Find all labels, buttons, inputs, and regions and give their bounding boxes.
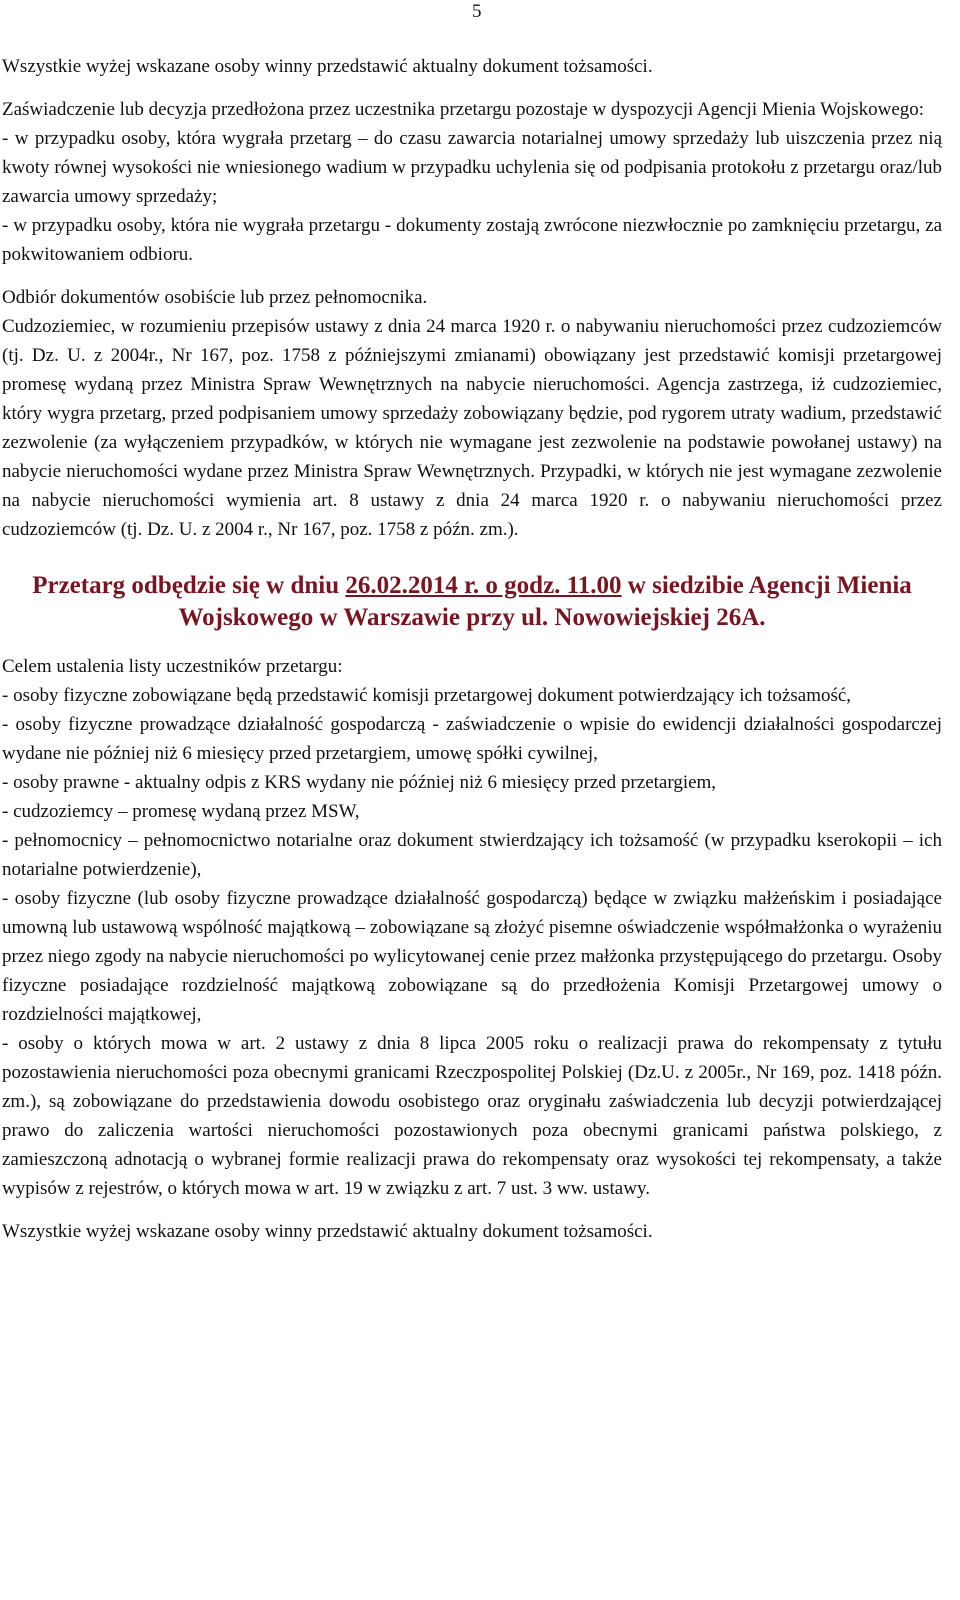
list-item: - osoby fizyczne (lub osoby fizyczne prowadzące działalność gospodarczą) będące w związku małżeńskim i posiadające umowną lub ustawową wspólność majątkową – zobowiązane są złożyć pisemne oświadczenie współmałżonka o wyrażeniu przez niego zgody na nabycie nieruchomości po wylicytowanej cenie przez małżonka przystępującego do przetargu. Osoby fizyczne posiadające rozdzielność majątkową zobowiązane są do przedłożenia Komisji Przetargowej umowy o rozdzielności majątkowej, bbox=[2, 888, 942, 1025]
headline-date: 26.02.2014 r. o godz. 11.00 bbox=[345, 572, 622, 599]
spacer bbox=[2, 269, 942, 283]
spacer bbox=[2, 544, 942, 562]
page-number: 5 bbox=[472, 1, 482, 22]
winner-case-item: - w przypadku osoby, która wygrała przetarg – do czasu zawarcia notarialnej umowy sprzedaży lub uiszczenia przez nią kwoty równej wysokości nie wniesionego wadium w przypadku uchylenia się od podpisania protokołu z przetargu oraz/lub zawarcia umowy sprzedaży; bbox=[2, 128, 942, 207]
list-item: - pełnomocnicy – pełnomocnictwo notarialne oraz dokument stwierdzający ich tożsamość (w przypadku kserokopii – ich notarialne potwierdzenie), bbox=[2, 830, 942, 880]
list-item: - osoby fizyczne prowadzące działalność gospodarczą - zaświadczenie o wpisie do ewidencji działalności gospodarczej wydane nie później niż 6 miesięcy przed przetargiem, umowę spółki cywilnej, bbox=[2, 714, 942, 764]
list-item: - osoby fizyczne zobowiązane będą przedstawić komisji przetargowej dokument potwierdzający ich tożsamość, bbox=[2, 685, 852, 706]
spacer bbox=[2, 638, 942, 652]
headline-part2: w siedzibie Agencji Mienia Wojskowego w Warszawie przy ul. Nowowiejskiej 26A. bbox=[178, 572, 912, 631]
list-item: - osoby prawne - aktualny odpis z KRS wydany nie później niż 6 miesięcy przed przetargiem, bbox=[2, 772, 717, 793]
participants-list-intro: Celem ustalenia listy uczestników przetargu: bbox=[2, 656, 343, 677]
loser-case-item: - w przypadku osoby, która nie wygrała przetargu - dokumenty zostają zwrócone niezwłocznie po zamknięciu przetargu, za pokwitowaniem odbioru. bbox=[2, 215, 942, 265]
identity-note-bottom: Wszystkie wyżej wskazane osoby winny przedstawić aktualny dokument tożsamości. bbox=[2, 1221, 653, 1242]
list-item: - osoby o których mowa w art. 2 ustawy z dnia 8 lipca 2005 roku o realizacji prawa do rekompensaty z tytułu pozostawienia nieruchomości poza obecnymi granicami Rzeczpospolitej Polskiej (Dz.U. z 2005r., Nr 169, poz. 1418 późn. zm.), są zobowiązane do przedstawienia dowodu osobistego oraz oryginału zaświadczenia lub decyzji potwierdzającej prawo do zaliczenia wartości nieruchomości pozostawionych poza obecnymi granicami państwa polskiego, z zamieszczoną adnotacją o wybranej formie realizacji prawa do rekompensaty oraz wysokości tej rekompensaty, a także wypisów z rejestrów, o których mowa w art. 19 w związku z art. 7 ust. 3 ww. ustawy. bbox=[2, 1033, 942, 1199]
certificate-paragraph: Zaświadczenie lub decyzja przedłożona przez uczestnika przetargu pozostaje w dyspozycji Agencji Mienia Wojskowego: bbox=[2, 99, 925, 120]
auction-date-headline bbox=[2, 570, 942, 634]
identity-note-top: Wszystkie wyżej wskazane osoby winny przedstawić aktualny dokument tożsamości. bbox=[2, 56, 653, 77]
document-body bbox=[2, 52, 942, 1246]
spacer bbox=[2, 81, 942, 95]
headline-part1: Przetarg odbędzie się w dniu bbox=[32, 572, 346, 599]
document-pickup-note: Odbiór dokumentów osobiście lub przez pełnomocnika. bbox=[2, 287, 428, 308]
spacer bbox=[2, 1203, 942, 1217]
list-item: - cudzoziemcy – promesę wydaną przez MSW, bbox=[2, 801, 360, 822]
foreigner-paragraph: Cudzoziemiec, w rozumieniu przepisów ustawy z dnia 24 marca 1920 r. o nabywaniu nieruchomości przez cudzoziemców (tj. Dz. U. z 2004r., Nr 167, poz. 1758 z późniejszymi zmianami) obowiązany jest przedstawić komisji przetargowej promesę wydaną przez Ministra Spraw Wewnętrznych na nabycie nieruchomości. Agencja zastrzega, iż cudzoziemiec, który wygra przetarg, przed podpisaniem umowy sprzedaży zobowiązany będzie, pod rygorem utraty wadium, przedstawić zezwolenie (za wyłączeniem przypadków, w których nie wymagane jest zezwolenie na podstawie powołanej ustawy) na nabycie nieruchomości wydane przez Ministra Spraw Wewnętrznych. Przypadki, w których nie jest wymagane zezwolenie na nabycie nieruchomości wymienia art. 8 ustawy z dnia 24 marca 1920 r. o nabywaniu nieruchomości przez cudzoziemców (tj. Dz. U. z 2004 r., Nr 167, poz. 1758 z późn. zm.). bbox=[2, 316, 942, 540]
